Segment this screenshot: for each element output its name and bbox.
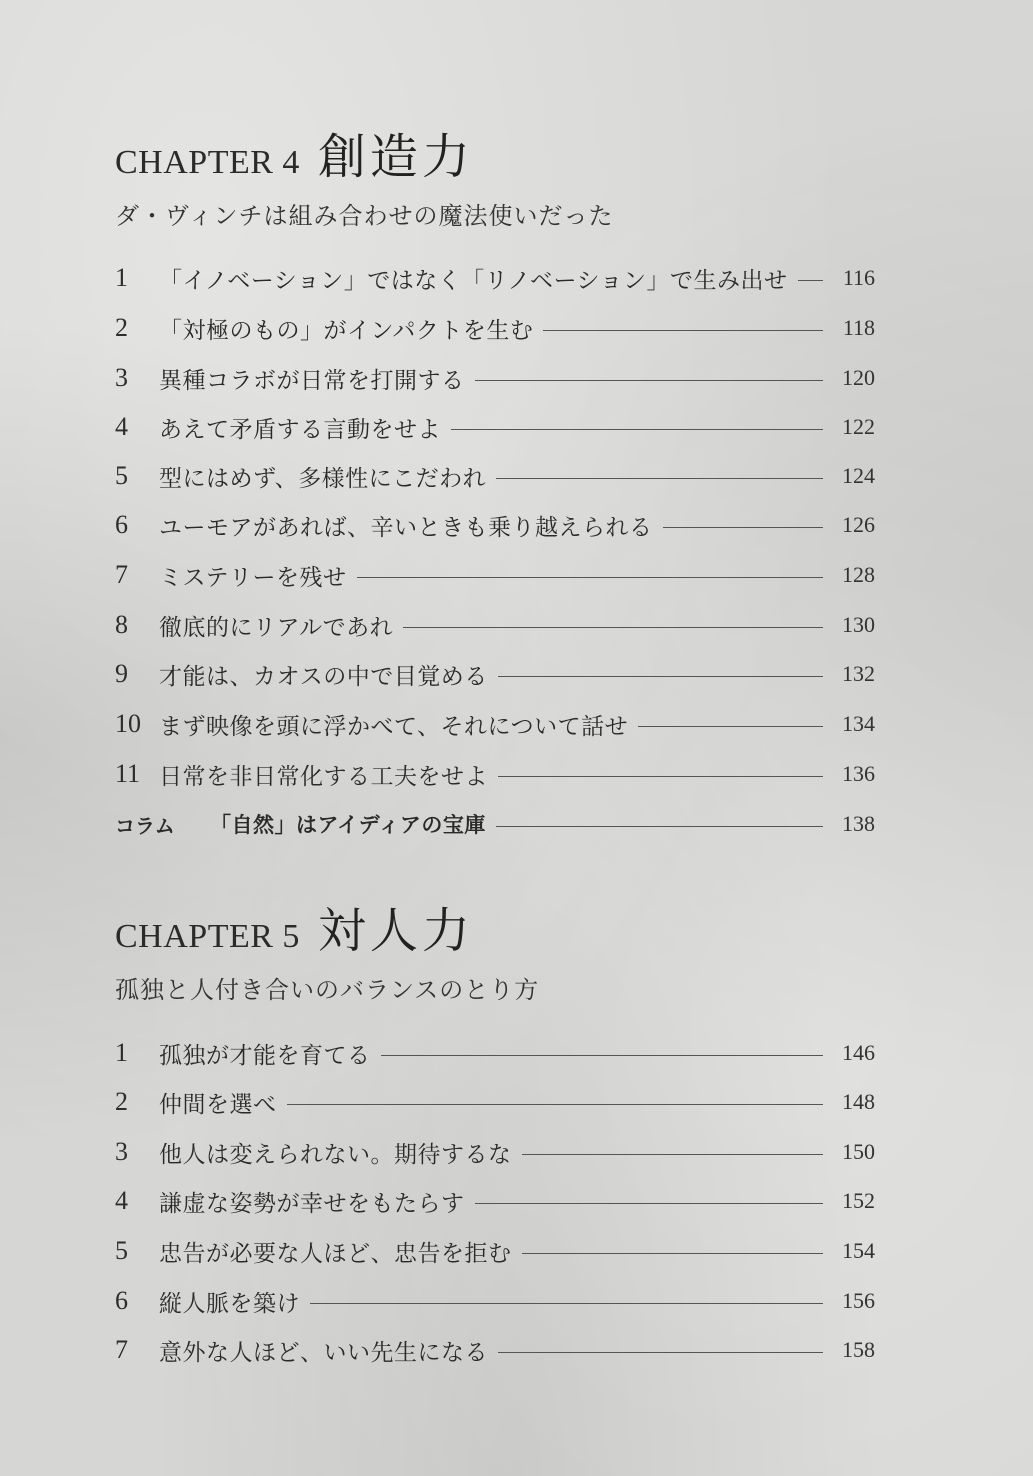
leader-line xyxy=(498,776,823,777)
leader-line xyxy=(451,429,823,430)
toc-item-page: 152 xyxy=(842,1188,875,1213)
toc-item-page: 156 xyxy=(842,1288,875,1313)
toc-item-number: 3 xyxy=(115,1137,128,1166)
chapter-subtitle: 孤独と人付き合いのバランスのとり方 xyxy=(115,976,540,1004)
leader-line xyxy=(498,676,823,677)
toc-item[interactable] xyxy=(115,605,875,645)
toc-item-title: 徹底的にリアルであれ xyxy=(159,614,394,641)
toc-item-page: 146 xyxy=(842,1040,875,1065)
toc-item-page: 132 xyxy=(842,661,875,686)
toc-item[interactable] xyxy=(115,505,875,545)
toc-item-page: 136 xyxy=(842,761,875,786)
toc-item-page: 130 xyxy=(842,612,875,637)
toc-item-number: 2 xyxy=(115,313,128,342)
toc-item-page: 118 xyxy=(842,315,875,340)
toc-item-page: 158 xyxy=(842,1337,875,1362)
leader-line xyxy=(798,280,823,281)
toc-item-number: 5 xyxy=(115,461,128,490)
toc-item-title: まず映像を頭に浮かべて、それについて話せ xyxy=(159,713,629,740)
toc-column-item[interactable] xyxy=(115,804,875,844)
toc-item[interactable] xyxy=(115,258,875,298)
chapter-heading xyxy=(115,892,875,959)
toc-item-number: 1 xyxy=(115,1038,128,1067)
leader-line xyxy=(522,1154,824,1155)
toc-item-title: 「イノベーション」ではなく「リノベーション」で生み出せ xyxy=(159,267,788,294)
toc-item-title: 才能は、カオスの中で目覚める xyxy=(159,663,488,690)
toc-item[interactable] xyxy=(115,1181,875,1221)
toc-item-page: 120 xyxy=(842,365,875,390)
toc-item-number: 6 xyxy=(115,1286,128,1315)
toc-item[interactable] xyxy=(115,456,875,496)
toc-item-number: 8 xyxy=(115,610,128,639)
toc-item-title: 異種コラボが日常を打開する xyxy=(159,367,465,394)
leader-line xyxy=(543,330,823,331)
toc-item[interactable] xyxy=(115,407,875,447)
chapter-subtitle: ダ・ヴィンチは組み合わせの魔法使いだった xyxy=(115,202,614,230)
chapter-4 xyxy=(115,118,875,838)
toc-item-page: 154 xyxy=(842,1238,875,1263)
toc-item[interactable] xyxy=(115,1132,875,1172)
toc-item-page: 148 xyxy=(842,1089,875,1114)
toc-item[interactable] xyxy=(115,358,875,398)
toc-item-title: 孤独が才能を育てる xyxy=(159,1042,371,1069)
chapter-heading xyxy=(115,118,875,185)
leader-line xyxy=(381,1055,824,1056)
leader-line xyxy=(357,577,823,578)
toc-item-page: 126 xyxy=(842,512,875,537)
toc-item-title: 仲間を選べ xyxy=(159,1091,277,1118)
toc-item-page: 150 xyxy=(842,1139,875,1164)
toc-item-number: 7 xyxy=(115,1335,128,1364)
toc-item[interactable] xyxy=(115,555,875,595)
toc-item-title: あえて矛盾する言動をせよ xyxy=(159,416,441,443)
toc-item-number: 4 xyxy=(115,412,128,441)
toc-item[interactable] xyxy=(115,1231,875,1271)
toc-item-number: 11 xyxy=(115,759,141,788)
toc-item[interactable] xyxy=(115,1330,875,1370)
leader-line xyxy=(496,478,823,479)
toc-item-title: 日常を非日常化する工夫をせよ xyxy=(159,763,488,790)
leader-line xyxy=(663,527,824,528)
toc-item-number: 4 xyxy=(115,1186,128,1215)
toc-item-number: 2 xyxy=(115,1087,128,1116)
leader-line xyxy=(522,1253,824,1254)
leader-line xyxy=(403,627,823,628)
chapter-name: 対人力 xyxy=(317,903,474,959)
chapter-label: CHAPTER 5 xyxy=(115,918,300,955)
toc-item-page: 122 xyxy=(842,414,875,439)
toc-item[interactable] xyxy=(115,1082,875,1122)
toc-item-title: ミステリーを残せ xyxy=(159,564,347,591)
toc-item-title: ユーモアがあれば、辛いときも乗り越えられる xyxy=(159,514,653,541)
toc-item-number: 5 xyxy=(115,1236,128,1265)
toc-item-page: 128 xyxy=(842,562,875,587)
leader-line xyxy=(475,380,824,381)
leader-line xyxy=(498,1352,823,1353)
toc-item-title: 他人は変えられない。期待するな xyxy=(159,1141,512,1168)
toc-item-number: 1 xyxy=(115,263,128,292)
toc-item[interactable] xyxy=(115,1033,875,1073)
chapter-label: CHAPTER 4 xyxy=(115,144,300,181)
chapter-5 xyxy=(115,892,875,1366)
column-title: 「自然」はアイディアの宝庫 xyxy=(210,813,486,837)
toc-item[interactable] xyxy=(115,1281,875,1321)
toc-item-number: 3 xyxy=(115,363,128,392)
toc-item-title: 謙虚な姿勢が幸せをもたらす xyxy=(159,1190,465,1217)
chapter-name: 創造力 xyxy=(317,129,474,185)
toc-item[interactable] xyxy=(115,754,875,794)
toc-item-title: 型にはめず、多様性にこだわれ xyxy=(159,465,487,492)
column-label: コラム xyxy=(115,813,175,838)
toc-item-number: 9 xyxy=(115,659,128,688)
toc-item-page: 124 xyxy=(842,463,875,488)
toc-item-number: 6 xyxy=(115,510,128,539)
toc-item[interactable] xyxy=(115,654,875,694)
column-page: 138 xyxy=(842,811,875,836)
toc-item-title: 意外な人ほど、いい先生になる xyxy=(159,1339,488,1366)
leader-line xyxy=(310,1303,823,1304)
leader-line xyxy=(496,826,823,827)
toc-item-title: 縦人脈を築け xyxy=(159,1290,300,1317)
leader-line xyxy=(638,726,823,727)
toc-item-title: 「対極のもの」がインパクトを生む xyxy=(159,317,534,344)
toc-item-number: 10 xyxy=(115,709,141,738)
toc-item-page: 116 xyxy=(842,265,875,290)
toc-item[interactable] xyxy=(115,308,875,348)
leader-line xyxy=(287,1104,824,1105)
toc-item-number: 7 xyxy=(115,560,128,589)
toc-item[interactable] xyxy=(115,704,875,744)
leader-line xyxy=(475,1203,824,1204)
toc-item-title: 忠告が必要な人ほど、忠告を拒む xyxy=(159,1240,512,1267)
toc-item-page: 134 xyxy=(842,711,875,736)
